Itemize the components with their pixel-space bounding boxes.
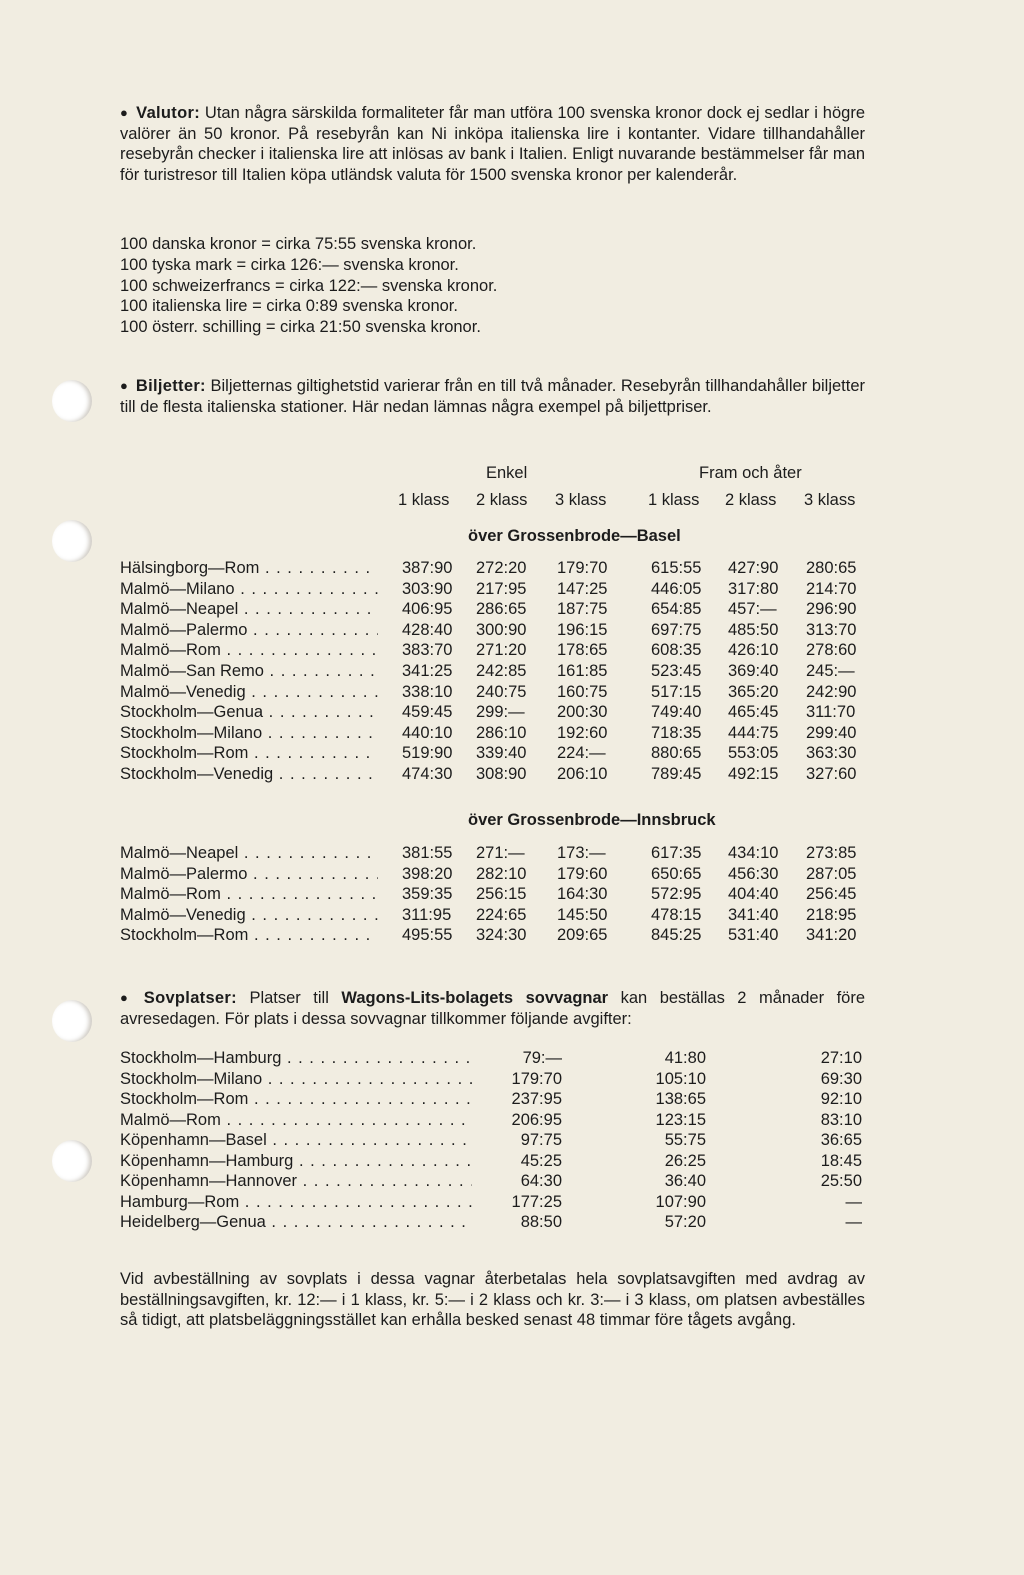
biljetter-text: Biljetternas giltighetstid varierar från en till två månader. Resebyrån tillhandahåller biljetter till de flesta italienska stationer. Här nedan lämnas några exempel på biljettpriser. bbox=[120, 377, 866, 416]
fare-value: 192:60 bbox=[557, 723, 608, 742]
fare-value: 200:30 bbox=[557, 703, 608, 722]
fare-value: 245:— bbox=[806, 661, 855, 680]
fare-value: 286:10 bbox=[476, 723, 527, 742]
fare-value: 339:40 bbox=[476, 744, 527, 763]
sleeper-fee: 41:80 bbox=[664, 1049, 706, 1067]
bullet-icon: ● bbox=[120, 105, 129, 120]
fare-value: 242:85 bbox=[476, 661, 527, 680]
route-name: Malmö—Neapel . . . bbox=[120, 843, 378, 864]
fare-value: 271:20 bbox=[476, 641, 527, 660]
sleeper-fee: 18:45 bbox=[820, 1151, 862, 1170]
fare-value: 341:20 bbox=[806, 926, 857, 945]
footer-text: Vid avbeställning av sovplats i dessa vagnar återbetalas hela sovplatsavgiften med avdrag av beställningsavgiften, kr. 12:— i 1 klass, kr. 5:— i 2 klass och kr. 3:— i 3 klass, om platsen avbeställes så tidigt, att platsbeläggningsstället kan erhålla besked senast 48 timmar före tågets avgång. bbox=[120, 1270, 865, 1330]
fare-value: 179:60 bbox=[557, 864, 608, 883]
fare-value: 224:65 bbox=[476, 905, 527, 924]
sleeper-fee: 206:95 bbox=[511, 1110, 562, 1129]
fare-value: 478:15 bbox=[651, 905, 702, 924]
fare-value: 240:75 bbox=[476, 682, 527, 701]
sleeper-fee: 79:— bbox=[522, 1049, 562, 1067]
fare-value: 218:95 bbox=[806, 905, 857, 924]
sovplatser-text-before: Platser till bbox=[249, 989, 329, 1007]
fare-value: 427:90 bbox=[728, 559, 779, 577]
fare-value: 495:55 bbox=[402, 926, 453, 945]
fare-value: 718:35 bbox=[651, 723, 702, 742]
fare-value: 286:65 bbox=[476, 600, 527, 619]
route-name: Stockholm—Rom . . . bbox=[120, 743, 378, 764]
fare-value: 224:— bbox=[557, 744, 606, 763]
fare-value: 492:15 bbox=[728, 764, 779, 783]
sleeper-fee: 138:65 bbox=[655, 1090, 706, 1108]
class-header: 3 klass bbox=[555, 491, 607, 509]
fare-value: 440:10 bbox=[402, 723, 453, 742]
fare-value: 531:40 bbox=[728, 926, 779, 945]
fare-value: 196:15 bbox=[557, 620, 608, 639]
fare-value: 434:10 bbox=[728, 844, 779, 862]
class-header: 1 klass bbox=[398, 491, 450, 509]
fare-value: 381:55 bbox=[402, 844, 453, 862]
valutor-heading: Valutor: bbox=[136, 104, 200, 122]
fare-value: 273:85 bbox=[806, 844, 857, 862]
sleeper-fee: 27:10 bbox=[820, 1049, 862, 1067]
fare-value: 160:75 bbox=[557, 682, 608, 701]
sleeper-fee: 97:75 bbox=[520, 1131, 562, 1149]
class-header: 2 klass bbox=[476, 491, 528, 509]
fare-value: 206:10 bbox=[557, 764, 608, 783]
route-name: Köpenhamn—Hannover . . . bbox=[120, 1171, 472, 1192]
fare-value: 317:80 bbox=[728, 579, 779, 598]
fare-value: 324:30 bbox=[476, 926, 527, 945]
rate-line: 100 tyska mark = cirka 126:— svenska kronor. bbox=[120, 255, 459, 274]
fare-value: 164:30 bbox=[557, 885, 608, 904]
sovplatser-text-after: kan beställas 2 månader före avresedagen. För plats i dessa sovvagnar tillkommer följande avgifter: bbox=[120, 989, 866, 1028]
fare-value: 271:— bbox=[476, 844, 525, 862]
bullet-icon: ● bbox=[120, 990, 136, 1005]
fare-value: 341:40 bbox=[728, 905, 779, 924]
fare-value: 296:90 bbox=[806, 600, 857, 619]
fare-value: 789:45 bbox=[651, 764, 702, 783]
sleeper-fee: 57:20 bbox=[664, 1213, 706, 1231]
sleeper-fee: 123:15 bbox=[655, 1110, 706, 1129]
fare-value: 256:45 bbox=[806, 885, 857, 904]
fare-value: 300:90 bbox=[476, 620, 527, 639]
sleeper-fee: 88:50 bbox=[520, 1213, 562, 1231]
sleeper-fee: 64:30 bbox=[520, 1172, 562, 1190]
fare-value: 242:90 bbox=[806, 682, 857, 701]
route-name: Stockholm—Rom . . . bbox=[120, 925, 378, 946]
class-header: 2 klass bbox=[725, 491, 777, 509]
fare-value: 338:10 bbox=[402, 682, 453, 701]
fare-value: 303:90 bbox=[402, 579, 453, 598]
sleeper-fee: — bbox=[845, 1192, 862, 1211]
fare-value: 256:15 bbox=[476, 885, 527, 904]
fare-value: 327:60 bbox=[806, 764, 857, 783]
fare-value: 749:40 bbox=[651, 703, 702, 722]
fare-value: 457:— bbox=[728, 600, 777, 619]
fare-value: 311:95 bbox=[402, 905, 452, 924]
route-name: Stockholm—Rom . . . bbox=[120, 1089, 472, 1110]
fare-value: 517:15 bbox=[651, 682, 702, 701]
fare-value: 287:05 bbox=[806, 864, 857, 883]
sleeper-fee: 92:10 bbox=[820, 1090, 862, 1108]
fare-value: 615:55 bbox=[651, 559, 702, 577]
fare-value: 282:10 bbox=[476, 864, 527, 883]
fare-value: 398:20 bbox=[402, 864, 453, 883]
fare-value: 280:65 bbox=[806, 559, 857, 577]
fare-value: 465:45 bbox=[728, 703, 779, 722]
fare-value: 311:70 bbox=[806, 703, 856, 722]
sleeper-fee: 107:90 bbox=[655, 1192, 706, 1211]
fare-value: 299:40 bbox=[806, 723, 857, 742]
punch-hole bbox=[52, 1140, 92, 1182]
route-name: Malmö—Milano . . . bbox=[120, 579, 378, 600]
fare-value: 608:35 bbox=[651, 641, 702, 660]
fare-value: 147:25 bbox=[557, 579, 608, 598]
fare-value: 341:25 bbox=[402, 661, 453, 680]
innsbruck-section-title: över Grossenbrode—Innsbruck bbox=[468, 811, 716, 829]
valutor-paragraph bbox=[120, 103, 865, 185]
sleeper-fee: 237:95 bbox=[511, 1090, 562, 1108]
fare-value: 173:— bbox=[557, 844, 606, 862]
exchange-rates bbox=[120, 234, 497, 338]
class-header: 3 klass bbox=[804, 491, 856, 509]
footer-paragraph bbox=[120, 1269, 865, 1331]
route-name: Stockholm—Venedig . . . bbox=[120, 764, 378, 785]
fare-value: 519:90 bbox=[402, 744, 453, 763]
route-name: Malmö—Venedig . . . bbox=[120, 905, 378, 926]
class-header: 1 klass bbox=[648, 491, 700, 509]
valutor-text: Utan några särskilda formaliteter får man utföra 100 svenska kronor dock ej sedlar i högre valörer än 50 kronor. På resebyrån kan Ni inköpa italienska lire i kontanter. Vidare tillhandahåller resebyrån checker i italienska lire att inlösas av bank i Italien. Enligt nuvarande bestämmelser får man för turistresor till Italien köpa utländsk valuta för 1500 svenska kronor per kalenderår. bbox=[120, 104, 865, 184]
fare-value: 179:70 bbox=[557, 559, 608, 577]
basel-section-title: över Grossenbrode—Basel bbox=[468, 527, 681, 545]
fare-value: 406:95 bbox=[402, 600, 453, 619]
sleeper-fee: 177:25 bbox=[511, 1192, 562, 1211]
fare-value: 697:75 bbox=[651, 620, 702, 639]
route-name: Stockholm—Genua . . . bbox=[120, 702, 378, 723]
sleeper-fee: 105:10 bbox=[655, 1069, 706, 1088]
fare-value: 654:85 bbox=[651, 600, 702, 619]
sleeper-fee: — bbox=[845, 1213, 862, 1231]
fare-value: 485:50 bbox=[728, 620, 779, 639]
fare-value: 313:70 bbox=[806, 620, 857, 639]
biljetter-heading: Biljetter: bbox=[135, 377, 206, 395]
route-name: Malmö—San Remo . . . bbox=[120, 661, 378, 682]
fare-value: 446:05 bbox=[651, 579, 702, 598]
fare-value: 650:65 bbox=[651, 864, 702, 883]
sovplatser-company: Wagons-Lits-bolagets sovvagnar bbox=[341, 989, 609, 1007]
fare-value: 617:35 bbox=[651, 844, 702, 862]
sleeper-fee: 36:65 bbox=[820, 1131, 862, 1149]
rate-line: 100 österr. schilling = cirka 21:50 svenska kronor. bbox=[120, 318, 481, 337]
fare-value: 880:65 bbox=[651, 744, 702, 763]
fare-value: 187:75 bbox=[557, 600, 608, 619]
fare-value: 459:45 bbox=[402, 703, 453, 722]
route-name: Hamburg—Rom . . . bbox=[120, 1192, 472, 1213]
sleeper-fee: 179:70 bbox=[511, 1069, 562, 1088]
fare-value: 404:40 bbox=[728, 885, 779, 904]
fare-value: 359:35 bbox=[402, 885, 453, 904]
sleeper-fee: 36:40 bbox=[664, 1172, 706, 1190]
sleeper-fee: 55:75 bbox=[664, 1131, 706, 1149]
route-name: Malmö—Neapel . . . bbox=[120, 599, 378, 620]
fare-value: 299:— bbox=[476, 703, 525, 722]
route-name: Malmö—Palermo . . . bbox=[120, 620, 378, 641]
sleeper-fee: 25:50 bbox=[820, 1172, 862, 1190]
fare-value: 426:10 bbox=[728, 641, 779, 660]
sovplatser-heading: Sovplatser: bbox=[143, 989, 237, 1007]
fare-value: 209:65 bbox=[557, 926, 608, 945]
rate-line: 100 italienska lire = cirka 0:89 svenska kronor. bbox=[120, 297, 458, 316]
fare-value: 474:30 bbox=[402, 764, 453, 783]
punch-hole bbox=[52, 1000, 92, 1042]
fare-value: 369:40 bbox=[728, 661, 779, 680]
route-name: Stockholm—Hamburg . . . bbox=[120, 1048, 472, 1069]
punch-hole bbox=[52, 380, 92, 422]
route-name: Heidelberg—Genua . . . bbox=[120, 1212, 472, 1233]
sleeper-fee: 26:25 bbox=[664, 1151, 706, 1170]
route-name: Köpenhamn—Hamburg . . . bbox=[120, 1151, 472, 1172]
sleeper-fee: 69:30 bbox=[820, 1069, 862, 1088]
route-name: Malmö—Rom . . . bbox=[120, 1110, 472, 1131]
punch-hole bbox=[52, 520, 92, 562]
rate-line: 100 schweizerfrancs = cirka 122:— svenska kronor. bbox=[120, 276, 498, 295]
fram-och-ater-header: Fram och åter bbox=[699, 464, 802, 482]
fare-value: 523:45 bbox=[651, 661, 702, 680]
route-name: Malmö—Palermo . . . bbox=[120, 864, 378, 885]
fare-value: 161:85 bbox=[557, 661, 608, 680]
route-name: Hälsingborg—Rom . . . bbox=[120, 558, 378, 579]
fare-value: 456:30 bbox=[728, 864, 779, 883]
fare-value: 428:40 bbox=[402, 620, 453, 639]
rate-line: 100 danska kronor = cirka 75:55 svenska kronor. bbox=[120, 235, 477, 253]
fare-value: 308:90 bbox=[476, 764, 527, 783]
route-name: Malmö—Rom . . . bbox=[120, 884, 378, 905]
sovplatser-paragraph bbox=[120, 988, 865, 1029]
sleeper-fee: 83:10 bbox=[820, 1110, 862, 1129]
fare-value: 553:05 bbox=[728, 744, 779, 763]
fare-value: 178:65 bbox=[557, 641, 608, 660]
route-name: Stockholm—Milano . . . bbox=[120, 1069, 472, 1090]
route-name: Malmö—Venedig . . . bbox=[120, 682, 378, 703]
fare-value: 444:75 bbox=[728, 723, 779, 742]
fare-value: 365:20 bbox=[728, 682, 779, 701]
fare-value: 145:50 bbox=[557, 905, 608, 924]
fare-value: 272:20 bbox=[476, 559, 527, 577]
fare-value: 387:90 bbox=[402, 559, 453, 577]
route-name: Malmö—Rom . . . bbox=[120, 640, 378, 661]
fare-value: 217:95 bbox=[476, 579, 527, 598]
fare-value: 845:25 bbox=[651, 926, 702, 945]
biljetter-paragraph bbox=[120, 376, 865, 417]
enkel-header: Enkel bbox=[486, 464, 528, 482]
fare-value: 278:60 bbox=[806, 641, 857, 660]
fare-value: 383:70 bbox=[402, 641, 453, 660]
fare-value: 363:30 bbox=[806, 744, 857, 763]
route-name: Stockholm—Milano . . . bbox=[120, 723, 378, 744]
route-name: Köpenhamn—Basel . . . bbox=[120, 1130, 472, 1151]
fare-value: 214:70 bbox=[806, 579, 857, 598]
sleeper-fee: 45:25 bbox=[520, 1151, 562, 1170]
bullet-icon: ● bbox=[120, 378, 128, 393]
fare-value: 572:95 bbox=[651, 885, 702, 904]
